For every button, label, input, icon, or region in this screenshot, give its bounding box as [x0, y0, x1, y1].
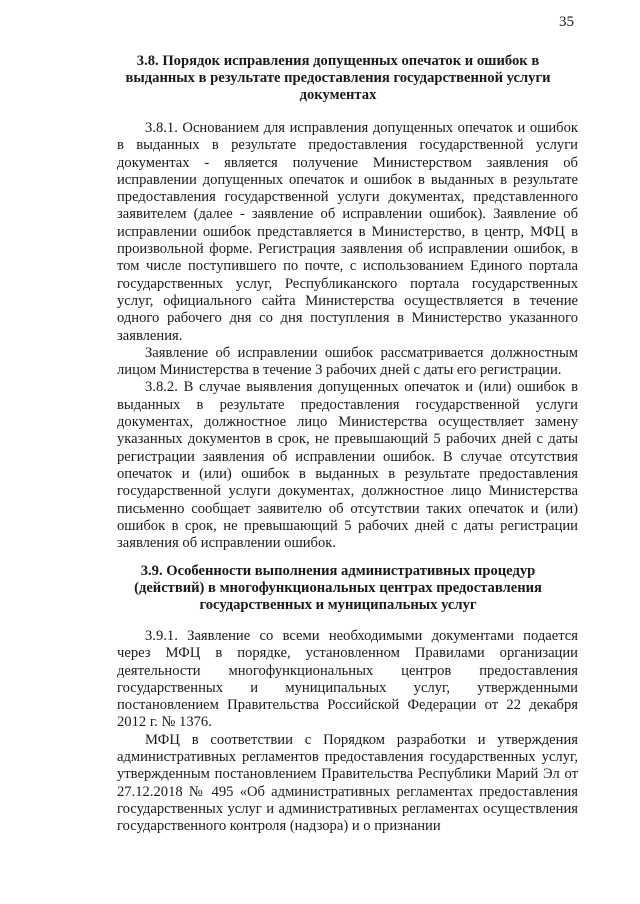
section-3-8-title: 3.8. Порядок исправления допущенных опечаток и ошибок в выданных в результате предоставления государственной услуги документах: [125, 53, 551, 103]
section-3-8-body: [117, 120, 578, 552]
page-number: 35: [559, 14, 574, 30]
paragraph-3-8-1-review: Заявление об исправлении ошибок рассматривается должностным лицом Министерства в течение 3 рабочих дней с даты его регистрации.: [117, 344, 578, 379]
paragraph-3-9-1-mfc: МФЦ в соответствии с Порядком разработки и утверждения административных регламентов предоставления государственных услуг, утвержденным постановлением Правительства Республики Марий Эл от 27.12.2018 № 495 «Об административных регламентах предоставления государственных услуг и административных регламентах осуществления государственного контроля (надзора) и о признании: [117, 731, 578, 835]
section-3-9-title: 3.9. Особенности выполнения административных процедур (действий) в многофункциональных центрах предоставления государственных и муниципальных услуг: [134, 563, 542, 613]
paragraph-3-9-1: 3.9.1. Заявление со всеми необходимыми документами подается через МФЦ в порядке, установленном Правилами организации деятельности многофункциональных центров предоставления государственных и муниципальных услуг, утвержденными постановлением Правительства Российской Федерации от 22 декабря 2012 г. № 1376.: [117, 628, 578, 731]
section-3-9-body: [117, 628, 578, 836]
paragraph-3-8-1: 3.8.1. Основанием для исправления допущенных опечаток и ошибок в выданных в результате предоставления государственной услуги документах - является получение Министерством заявления об исправлении допущенных опечаток и ошибок в выданных в результате предоставления государственной услуги документах, представленного заявителем (далее - заявление об исправлении ошибок). Заявление об исправлении ошибок представляется в Министерство, в центр, МФЦ в произвольной форме. Регистрация заявления об исправлении ошибок, в том числе поступившего по почте, с использованием Единого портала государственных услуг, Республиканского портала государственных услуг, официального сайта Министерства осуществляется в течение одного рабочего дня со дня поступления в Министерство указанного заявления.: [117, 120, 578, 344]
paragraph-3-8-2: 3.8.2. В случае выявления допущенных опечаток и (или) ошибок в выданных в результате предоставления государственной услуги документах, должностное лицо Министерства осуществляет замену указанных документов в срок, не превышающий 5 рабочих дней с даты регистрации заявления об исправлении ошибок. В случае отсутствия опечаток и (или) ошибок в выданных в результате предоставления государственной услуги документах, должностное лицо Министерства письменно сообщает заявителю об отсутствии таких опечаток и (или) ошибок в срок, не превышающий 5 рабочих дней с даты регистрации заявления об исправлении ошибок.: [117, 379, 578, 552]
